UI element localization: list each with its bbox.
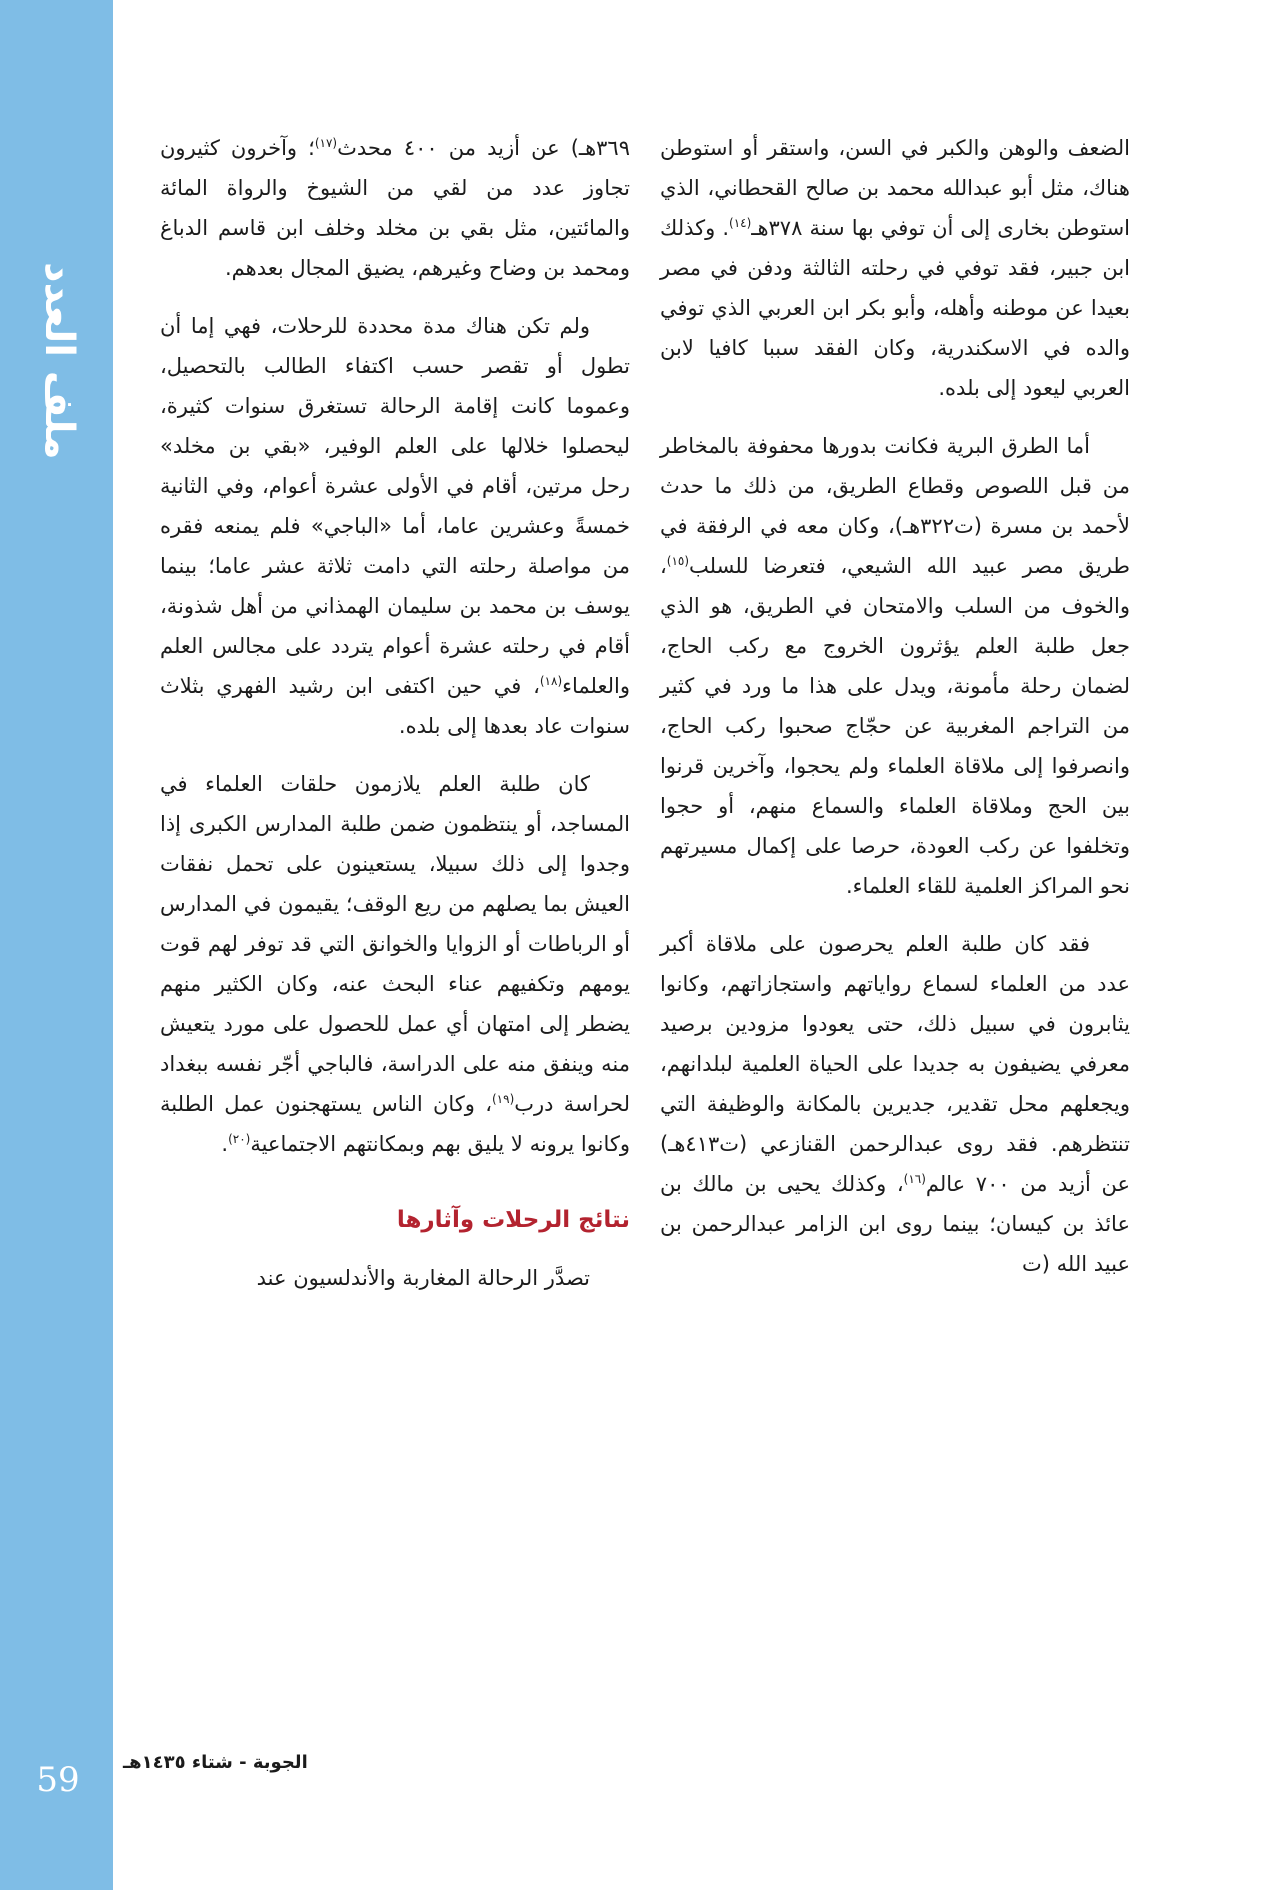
paragraph-text: ، والخوف من السلب والامتحان في الطريق، هو الذي جعل طلبة العلم يؤثرون الخروج مع ركب الحاج، لضمان رحلة مأمونة، ويدل على هذا ما ورد في كثير من التراجم المغربية عن حجّاج صحبوا ركب الحاج، وانصرفوا إلى ملاقاة العلماء ولم يحجوا، وآخرين قرنوا بين الحج وملاقاة العلماء والسماع منهم، أو حجوا وتخلفوا عن ركب العودة، حرصا على إكمال مسيرتهم نحو المراكز العلمية للقاء العلماء. <box>660 554 1130 898</box>
paragraph <box>160 306 630 746</box>
paragraph-text: . <box>221 1132 229 1156</box>
paragraph-text: ، وكذلك يحيى بن مالك بن عائذ بن كيسان؛ بينما روى ابن الزامر عبدالرحمن بن عبيد الله (ت <box>660 1172 1130 1276</box>
footnote-ref: (١٧) <box>314 136 338 150</box>
sidebar <box>0 0 113 1890</box>
paragraph <box>660 426 1130 906</box>
footnote-ref: (١٦) <box>903 1172 926 1186</box>
paragraph <box>160 1258 630 1298</box>
paragraph-text: تصدَّر الرحالة المغاربة والأندلسيون عند <box>256 1266 590 1290</box>
paragraph <box>660 924 1130 1284</box>
paragraph <box>160 128 630 288</box>
footnote-ref: (١٨) <box>539 674 563 688</box>
footnote-ref: (١٤) <box>729 216 752 230</box>
paragraph-text: . وكذلك ابن جبير، فقد توفي في رحلته الثالثة ودفن في مصر بعيدا عن موطنه وأهله، وأبو بكر ابن العربي الذي توفي والده في الاسكندرية، وكان الفقد سببا كافيا لابن العربي ليعود إلى بلده. <box>660 216 1130 400</box>
article-column-right <box>660 128 1130 1302</box>
footer-magazine-issue: الجوبة - شتاء ١٤٣٥هـ <box>123 1752 308 1773</box>
footnote-ref: (١٩) <box>491 1092 515 1106</box>
paragraph <box>660 128 1130 408</box>
paragraph-text: الضعف والوهن والكبر في السن، واستقر أو استوطن هناك، مثل أبو عبدالله محمد بن صالح القحطاني، الذي استوطن بخارى إلى أن توفي بها سنة ٣٧٨هـ <box>660 136 1131 240</box>
paragraph-text: ٣٦٩هـ) عن أزيد من ٤٠٠ محدث <box>337 136 630 160</box>
footnote-ref: (٢٠) <box>228 1132 251 1146</box>
page-number: 59 <box>36 1760 80 1800</box>
paragraph-text: فقد كان طلبة العلم يحرصون على ملاقاة أكبر عدد من العلماء لسماع رواياتهم واستجازاتهم، وكانوا يثابرون في سبيل ذلك، حتى يعودوا مزودين برصيد معرفي يضيفون به جديدا على الحياة العلمية لبلدانهم، ويجعلهم محل تقدير، جديرين بالمكانة والوظيفة التي تنتظرهم. فقد روى عبدالرحمن القنازعي (ت٤١٣هـ) عن أزيد من ٧٠٠ عالم <box>660 932 1130 1196</box>
footnote-ref: (١٥) <box>666 554 690 568</box>
paragraph-text: ؛ وآخرون كثيرون تجاوز عدد من لقي من الشيوخ والرواة المائة والمائتين، مثل بقي بن مخلد وخلف ابن قاسم الدباغ ومحمد بن وضاح وغيرهم، يضيق المجال بعدهم. <box>160 136 630 280</box>
section-title: ملف العدد <box>36 262 82 460</box>
paragraph-text: ، وكان الناس يستهجنون عمل الطلبة وكانوا يرونه لا يليق بهم وبمكانتهم الاجتماعية <box>160 1092 630 1156</box>
section-heading: نتائج الرحلات وآثارها <box>396 1207 630 1233</box>
article-column-left <box>160 128 630 1316</box>
paragraph-text: ، في حين اكتفى ابن رشيد الفهري بثلاث سنوات عاد بعدها إلى بلده. <box>160 674 630 738</box>
paragraph <box>160 764 630 1164</box>
paragraph-text: ولم تكن هناك مدة محددة للرحلات، فهي إما أن تطول أو تقصر حسب اكتفاء الطالب بالتحصيل، وعموما كانت إقامة الرحالة تستغرق سنوات كثيرة، ليحصلوا خلالها على العلم الوفير، «بقي بن مخلد» رحل مرتين، أقام في الأولى عشرة أعوام، وفي الثانية خمسةً وعشرين عاما، أما «الباجي» فلم يمنعه فقره من مواصلة رحلته التي دامت ثلاثة عشر عاما؛ بينما يوسف بن محمد بن سليمان الهمذاني من أهل شذونة، أقام في رحلته عشرة أعوام يتردد على مجالس العلم والعلماء <box>160 314 630 698</box>
paragraph-text: كان طلبة العلم يلازمون حلقات العلماء في المساجد، أو ينتظمون ضمن طلبة المدارس الكبرى إذا وجدوا إلى ذلك سبيلا، يستعينون على تحمل نفقات العيش بما يصلهم من ريع الوقف؛ يقيمون في المدارس أو الرباطات أو الزوايا والخوانق التي قد توفر لهم قوت يومهم وتكفيهم عناء البحث عنه، وكان الكثير منهم يضطر إلى امتهان أي عمل للحصول على مورد يتعيش منه وينفق منه على الدراسة، فالباجي أجّر نفسه ببغداد لحراسة درب <box>160 772 631 1116</box>
paragraph-text: أما الطرق البرية فكانت بدورها محفوفة بالمخاطر من قبل اللصوص وقطاع الطريق، من ذلك ما حدث لأحمد بن مسرة (ت٣٢٢هـ)، وكان معه في الرفقة في طريق مصر عبيد الله الشيعي، فتعرضا للسلب <box>660 434 1131 578</box>
